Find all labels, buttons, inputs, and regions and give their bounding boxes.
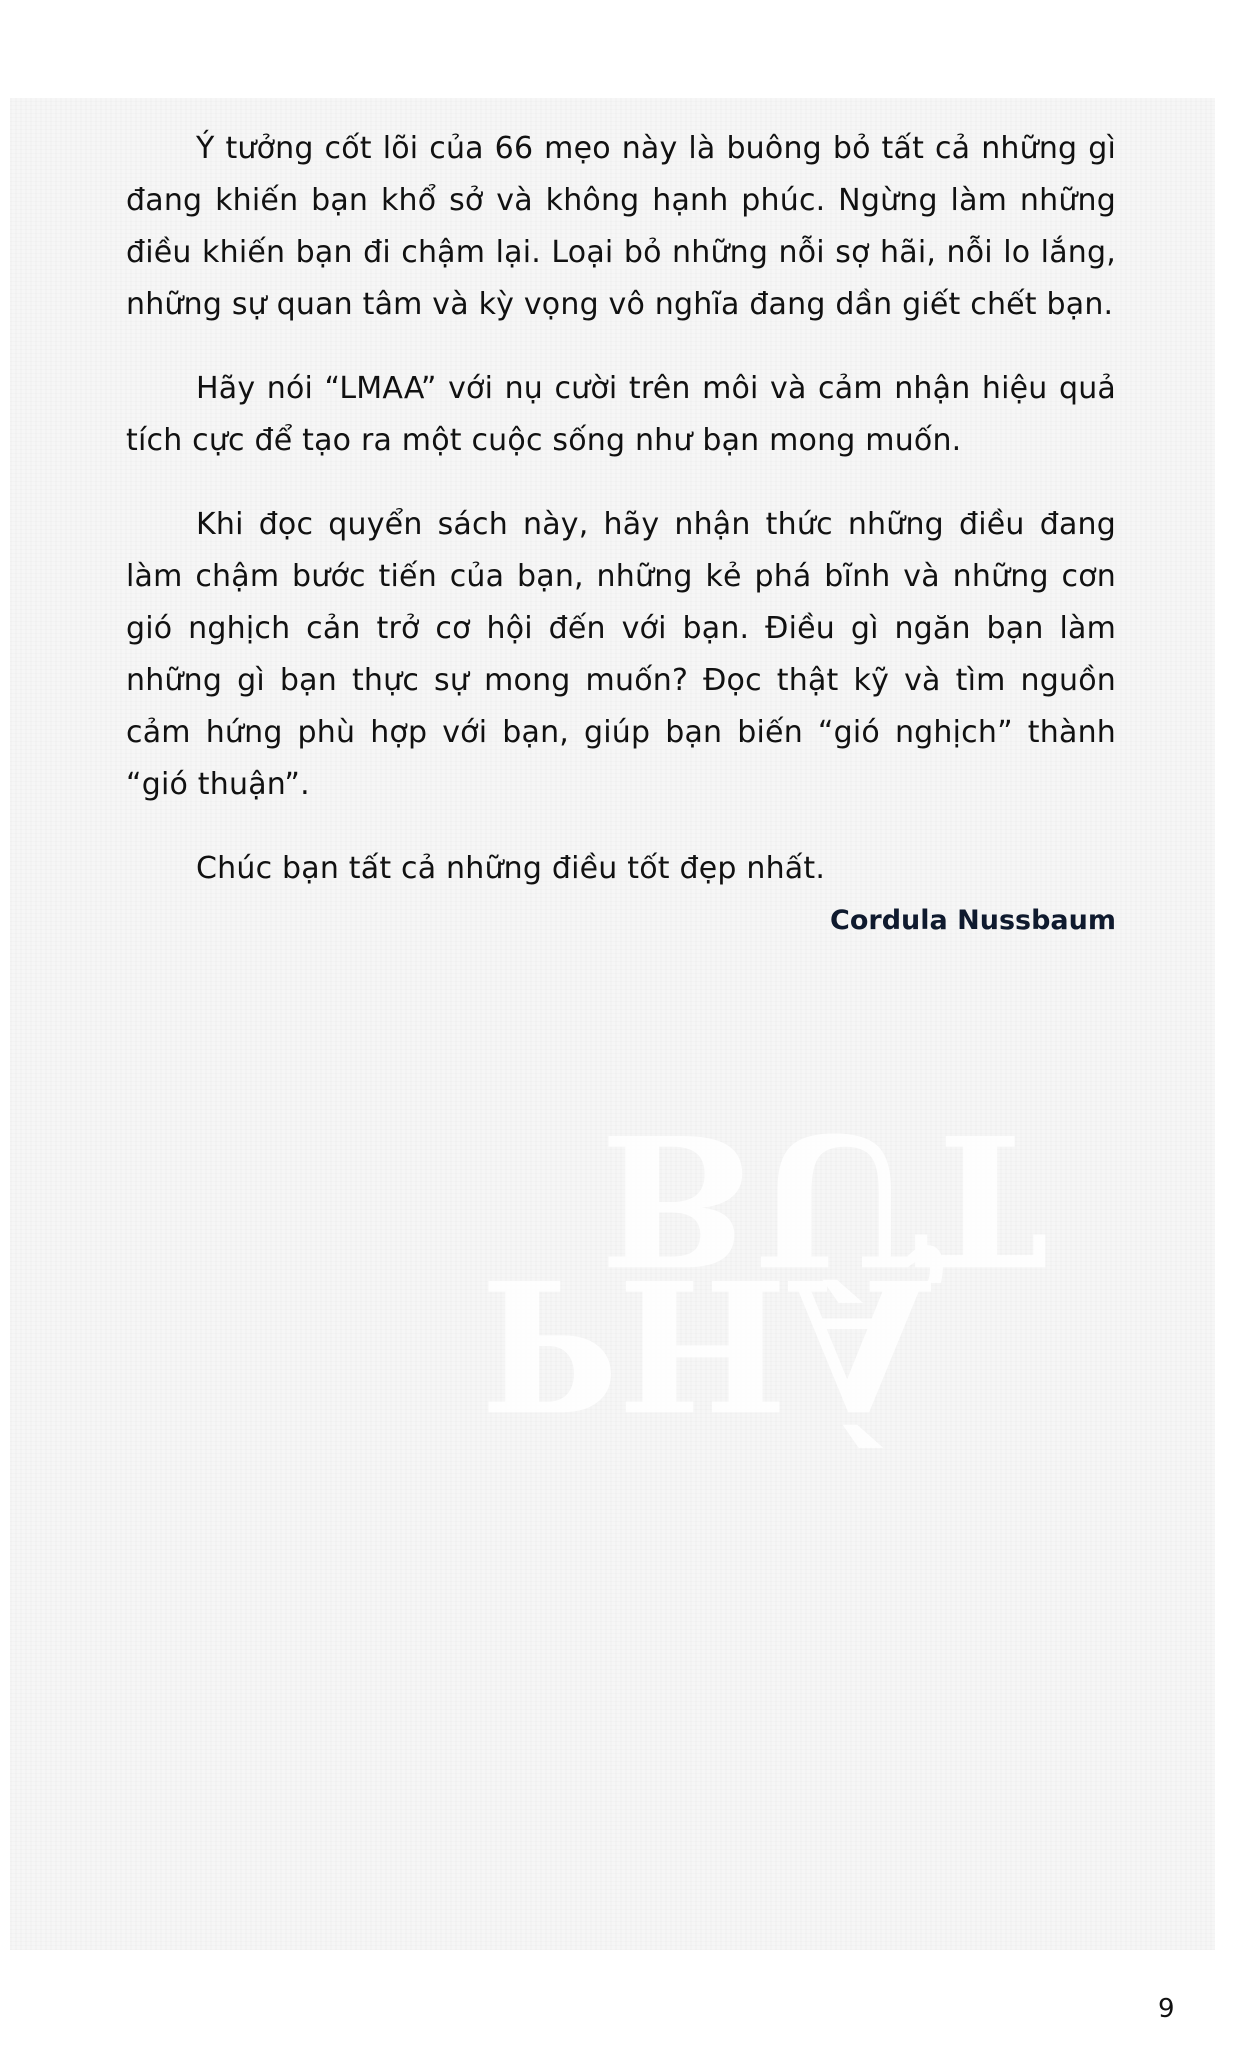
paragraph-3: Khi đọc quyển sách này, hãy nhận thức những điều đang làm chậm bước tiến của bạn, những kẻ phá bĩnh và những cơn gió nghịch cản trở cơ hội đến với bạn. Điều gì ngăn bạn làm những gì bạn thực sự mong muốn? Đọc thật kỹ và tìm nguồn cảm hứng phù hợp với bạn, giúp bạn biến “gió nghịch” thành “gió thuận”. — [126, 507, 1116, 802]
paragraph-1: Ý tưởng cốt lõi của 66 mẹo này là buông bỏ tất cả những gì đang khiến bạn khổ sở và không hạnh phúc. Ngừng làm những điều khiến bạn đi chậm lại. Loại bỏ những nỗi sợ hãi, nỗi lo lắng, những sự quan tâm và kỳ vọng vô nghĩa đang dần giết chết bạn. — [126, 131, 1116, 322]
paragraph-4: Chúc bạn tất cả những điều tốt đẹp nhất. — [196, 851, 826, 886]
paragraph-2: Hãy nói “LMAA” với nụ cười trên môi và cảm nhận hiệu quả tích cực để tạo ra một cuộc sống như bạn mong muốn. — [126, 371, 1116, 458]
watermark-line-1: BỨT — [600, 1093, 1050, 1304]
page-content — [126, 123, 1116, 941]
author-signature: Cordula Nussbaum — [830, 905, 1116, 936]
page-number: 9 — [1158, 1994, 1175, 2024]
watermark-line-2: PHÁ — [480, 1238, 932, 1449]
